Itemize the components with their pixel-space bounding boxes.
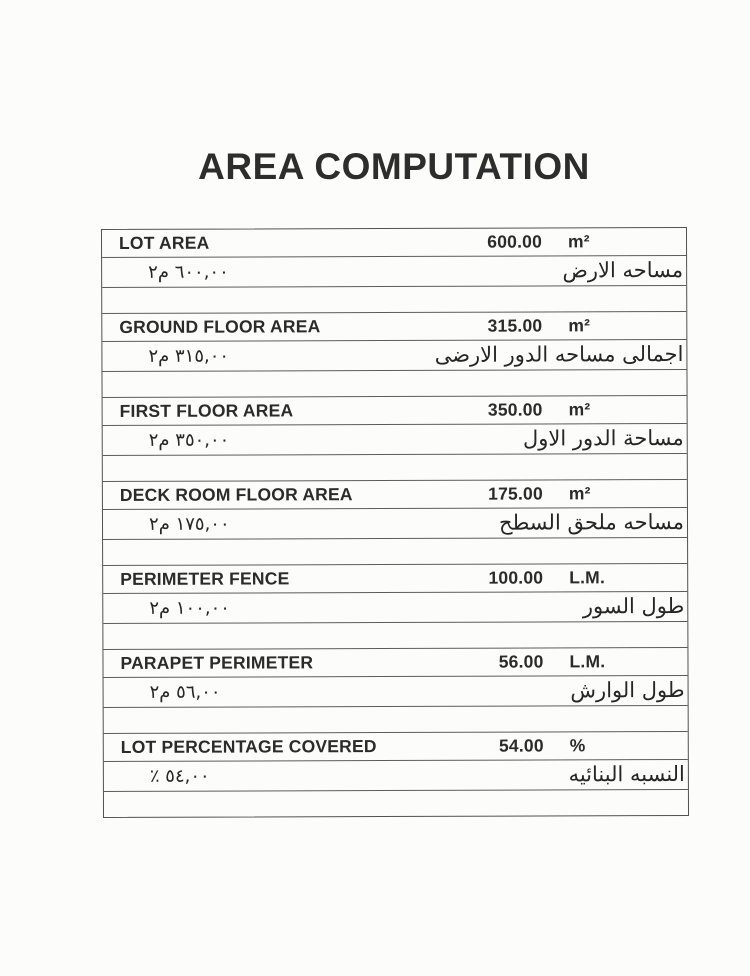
table-spacer-row xyxy=(103,538,687,566)
row-unit: % xyxy=(569,735,586,756)
row-label-arabic: مساحه الارض xyxy=(562,257,684,283)
table-row-arabic xyxy=(103,508,687,540)
table-row-english xyxy=(103,396,687,426)
area-computation-table xyxy=(101,227,689,818)
row-label-arabic: طول الوارش xyxy=(570,677,685,703)
table-row-group xyxy=(103,396,687,482)
row-label-arabic: النسبه البنائيه xyxy=(568,761,685,787)
row-value-arabic: ١٠٠,٠٠ م٢ xyxy=(149,597,230,619)
row-label-english: GROUND FLOOR AREA xyxy=(119,316,321,337)
table-row-arabic xyxy=(102,256,686,288)
table-row-english xyxy=(102,312,686,342)
row-unit: m² xyxy=(568,315,591,336)
table-row-english xyxy=(103,564,687,594)
table-row-english xyxy=(103,480,687,510)
row-value: 175.00 xyxy=(488,483,543,504)
row-label-english: LOT PERCENTAGE COVERED xyxy=(120,736,377,757)
table-spacer-row xyxy=(103,622,687,650)
row-value: 315.00 xyxy=(487,315,543,336)
row-value: 600.00 xyxy=(487,231,543,252)
row-value: 56.00 xyxy=(498,651,544,672)
table-row-english xyxy=(104,732,688,762)
table-row-group xyxy=(104,732,688,817)
table-row-arabic xyxy=(104,760,688,792)
row-label-english: PARAPET PERIMETER xyxy=(120,652,314,673)
table-row-arabic xyxy=(102,340,686,372)
row-unit: L.M. xyxy=(569,651,606,672)
row-label-english: FIRST FLOOR AREA xyxy=(119,400,294,421)
table-row-group xyxy=(103,648,687,734)
table-row-group xyxy=(102,228,686,314)
table-row-arabic xyxy=(103,592,687,624)
row-unit: m² xyxy=(568,483,591,504)
row-label-english: LOT AREA xyxy=(118,232,210,253)
row-label-english: PERIMETER FENCE xyxy=(120,568,290,589)
row-value: 54.00 xyxy=(498,735,544,756)
table-spacer-row xyxy=(102,286,686,314)
row-label-english: DECK ROOM FLOOR AREA xyxy=(119,484,353,505)
table-spacer-row xyxy=(104,790,688,817)
table-row-arabic xyxy=(103,424,687,456)
table-row-group xyxy=(103,564,687,650)
row-unit: m² xyxy=(567,231,590,252)
table-row-group xyxy=(102,312,686,398)
row-label-arabic: طول السور xyxy=(582,593,685,619)
row-value: 350.00 xyxy=(487,399,543,420)
row-label-arabic: اجمالى مساحه الدور الارضى xyxy=(434,341,684,367)
table-row-arabic xyxy=(104,676,688,708)
table-row-group xyxy=(103,480,687,566)
row-unit: L.M. xyxy=(569,567,606,588)
row-value-arabic: ٥٤,٠٠ ٪ xyxy=(149,765,210,787)
row-value: 100.00 xyxy=(488,567,544,588)
row-value-arabic: ١٧٥,٠٠ م٢ xyxy=(148,513,230,535)
row-value-arabic: ٥٦,٠٠ م٢ xyxy=(149,681,221,703)
row-label-arabic: مساحه ملحق السطح xyxy=(498,509,685,535)
table-spacer-row xyxy=(103,454,687,482)
row-unit: m² xyxy=(568,399,591,420)
page-title: AREA COMPUTATION xyxy=(198,146,590,187)
row-value-arabic: ٦٠٠,٠٠ م٢ xyxy=(148,261,229,283)
table-spacer-row xyxy=(104,706,688,734)
table-row-english xyxy=(103,648,687,678)
table-row-english xyxy=(102,228,686,258)
row-value-arabic: ٣٥٠,٠٠ م٢ xyxy=(148,429,230,451)
row-value-arabic: ٣١٥,٠٠ م٢ xyxy=(148,345,230,367)
row-label-arabic: مساحة الدور الاول xyxy=(522,425,684,451)
table-spacer-row xyxy=(102,370,686,398)
